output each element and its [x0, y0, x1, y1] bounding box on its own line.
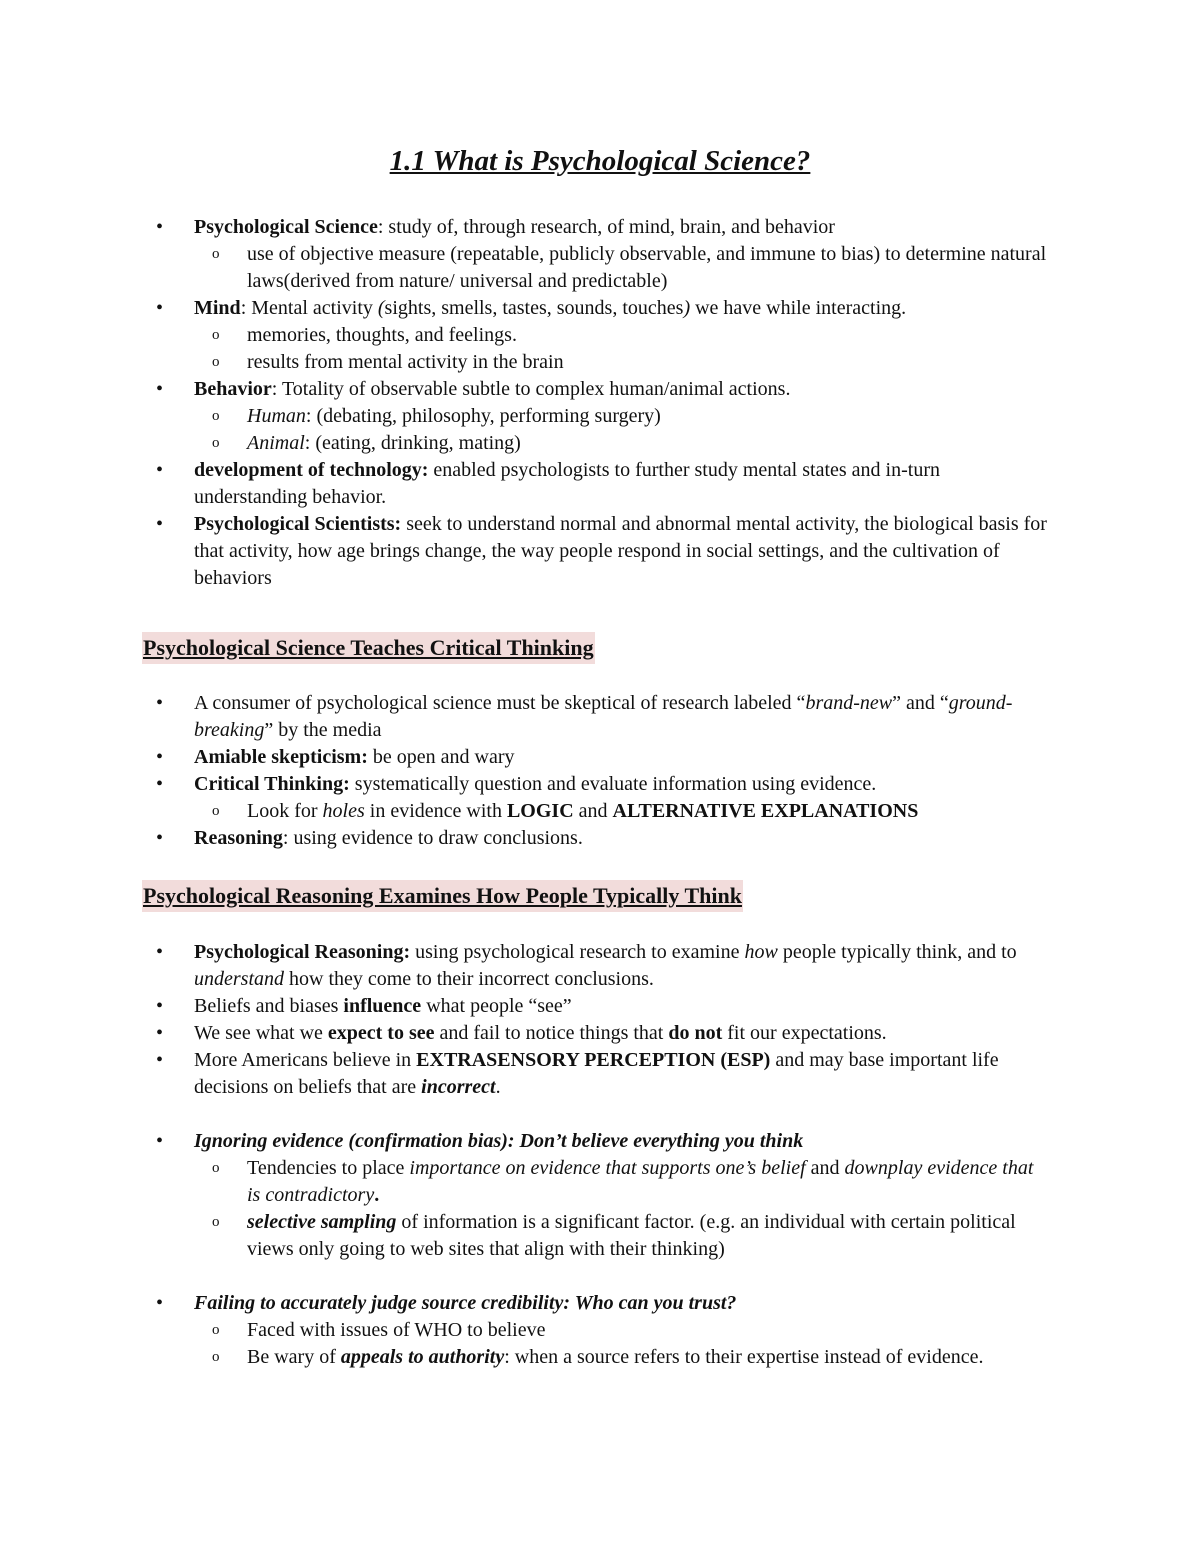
list-item	[0, 1020, 1050, 1047]
item-text: : Mental activity	[240, 297, 378, 319]
sub-list-item	[0, 1344, 1050, 1371]
circle-bullet-icon: o	[212, 1160, 220, 1176]
item-text: : (eating, drinking, mating)	[304, 432, 521, 454]
strong: .	[374, 1184, 380, 1206]
list-item	[0, 771, 1050, 825]
strong: influence	[343, 995, 422, 1017]
item-text: of information is a significant factor. (e.g. an individual with certain political views only going to web sites that align with their thinking)	[247, 1211, 1016, 1260]
term: development of technology:	[194, 459, 429, 481]
term: Behavior	[194, 378, 272, 400]
strong: ALTERNATIVE EXPLANATIONS	[612, 800, 919, 822]
term: Reasoning	[194, 827, 283, 849]
item-text: : (debating, philosophy, performing surgery)	[305, 405, 661, 427]
sub-list-item	[0, 322, 1050, 349]
bullet-icon: •	[156, 459, 164, 481]
bullet-icon: •	[156, 995, 164, 1017]
page-title: 1.1 What is Psychological Science?	[389, 145, 811, 177]
circle-bullet-icon: o	[212, 803, 220, 819]
strong-emphasis: incorrect	[421, 1076, 496, 1098]
term: Mind	[194, 297, 241, 319]
circle-bullet-icon: o	[212, 408, 220, 424]
item-text: .	[495, 1076, 501, 1098]
emphasis: brand-new	[805, 692, 893, 714]
item-heading: Failing to accurately judge source credibility: Who can you trust?	[194, 1292, 737, 1314]
term: Psychological Scientists:	[194, 513, 402, 535]
list-item	[0, 1290, 1050, 1371]
bullet-icon: •	[156, 773, 164, 795]
item-text: ” and “	[892, 692, 949, 714]
item-text: seek to understand normal and abnormal mental activity, the biological basis for that activity, how age brings change, the way people respond in social settings, and the cultivation of behaviors	[194, 513, 1047, 589]
emphasis: understand	[194, 968, 284, 990]
item-text: Tendencies to place	[247, 1157, 410, 1179]
term: Critical Thinking:	[194, 773, 350, 795]
strong-emphasis: selective sampling	[247, 1211, 397, 1233]
sub-list-item	[0, 798, 1050, 825]
item-text: and	[573, 800, 613, 822]
item-text: be open and wary	[367, 746, 515, 768]
bullet-icon: •	[156, 216, 164, 238]
item-text: : when a source refers to their expertise instead of evidence.	[504, 1346, 984, 1368]
list-item	[0, 744, 1050, 771]
sub-list-item	[0, 1317, 1050, 1344]
item-text: ” by the media	[264, 719, 382, 741]
list-item	[0, 295, 1050, 376]
item-text: Be wary of	[247, 1346, 341, 1368]
bullet-icon: •	[156, 827, 164, 849]
circle-bullet-icon: o	[212, 354, 220, 370]
reasoning-list	[0, 939, 1200, 1101]
paren: )	[683, 297, 691, 319]
list-item	[0, 939, 1050, 993]
bullet-icon: •	[156, 297, 164, 319]
item-text: enabled psychologists to further study mental states and in-turn understanding behavior.	[194, 459, 940, 508]
item-text: and	[805, 1157, 845, 1179]
sub-list-item	[0, 1155, 1050, 1209]
emphasis: downplay evidence that is contradictory	[247, 1157, 1034, 1206]
sub-list-item	[0, 241, 1050, 295]
list-item	[0, 511, 1050, 592]
bullet-icon: •	[156, 692, 164, 714]
item-text: More Americans believe in	[194, 1049, 417, 1071]
bullet-icon: •	[156, 1130, 164, 1152]
strong-emphasis: appeals to authority	[340, 1346, 505, 1368]
bullet-icon: •	[156, 1292, 164, 1314]
item-text: what people “see”	[421, 995, 572, 1017]
item-text: how they come to their incorrect conclusions.	[284, 968, 654, 990]
item-text: use of objective measure (repeatable, publicly observable, and immune to bias) to determine natural laws(derived from nature/ universal and predictable)	[247, 243, 1047, 292]
definitions-list	[0, 214, 1200, 592]
circle-bullet-icon: o	[212, 1214, 220, 1230]
item-text: sights, smells, tastes, sounds, touches	[384, 297, 684, 319]
sub-list-item	[0, 349, 1050, 376]
circle-bullet-icon: o	[212, 435, 220, 451]
source-credibility-list	[0, 1290, 1200, 1371]
strong: do not	[668, 1022, 723, 1044]
sub-list-item	[0, 1209, 1050, 1263]
term: Psychological Reasoning:	[194, 941, 411, 963]
paren: (	[377, 297, 385, 319]
item-text: and fail to notice things that	[434, 1022, 669, 1044]
bullet-icon: •	[156, 1022, 164, 1044]
list-item	[0, 376, 1050, 457]
section-heading-psychological-reasoning: Psychological Reasoning Examines How People Typically Think	[142, 880, 743, 912]
emphasis: ground-breaking	[194, 692, 1013, 741]
list-item	[0, 825, 1050, 852]
item-heading: Ignoring evidence (confirmation bias): Don’t believe everything you think	[194, 1130, 804, 1152]
item-text: Faced with issues of WHO to believe	[247, 1319, 546, 1341]
list-item	[0, 1128, 1050, 1263]
item-text: results from mental activity in the brain	[247, 351, 564, 373]
emphasis: holes	[322, 800, 365, 822]
bullet-icon: •	[156, 513, 164, 535]
term: Human	[247, 405, 306, 427]
item-text: : Totality of observable subtle to complex human/animal actions.	[271, 378, 791, 400]
strong: EXTRASENSORY PERCEPTION (ESP)	[416, 1049, 771, 1071]
bullet-icon: •	[156, 941, 164, 963]
item-text: systematically question and evaluate information using evidence.	[349, 773, 877, 795]
circle-bullet-icon: o	[212, 246, 220, 262]
item-text: fit our expectations.	[722, 1022, 887, 1044]
item-text: A consumer of psychological science must be skeptical of research labeled “	[194, 692, 806, 714]
list-item	[0, 993, 1050, 1020]
emphasis: how	[744, 941, 778, 963]
circle-bullet-icon: o	[212, 1322, 220, 1338]
list-item	[0, 690, 1050, 744]
circle-bullet-icon: o	[212, 327, 220, 343]
item-text: : study of, through research, of mind, brain, and behavior	[377, 216, 835, 238]
item-text: people typically think, and to	[777, 941, 1017, 963]
term: Amiable skepticism:	[194, 746, 368, 768]
critical-thinking-list	[0, 690, 1200, 852]
strong: expect to see	[327, 1022, 435, 1044]
item-text: in evidence with	[364, 800, 507, 822]
term: Psychological Science	[194, 216, 378, 238]
bullet-icon: •	[156, 1049, 164, 1071]
item-text: and may base important life decisions on beliefs that are	[194, 1049, 999, 1098]
item-text: memories, thoughts, and feelings.	[247, 324, 517, 346]
item-text: Look for	[247, 800, 323, 822]
term: Animal	[247, 432, 305, 454]
section-heading-critical-thinking: Psychological Science Teaches Critical Thinking	[142, 632, 595, 664]
item-text: We see what we	[194, 1022, 328, 1044]
confirmation-bias-list	[0, 1128, 1200, 1263]
sub-list-item	[0, 430, 1050, 457]
list-item	[0, 1047, 1050, 1101]
bullet-icon: •	[156, 746, 164, 768]
item-text: using psychological research to examine	[410, 941, 745, 963]
bullet-icon: •	[156, 378, 164, 400]
emphasis: importance on evidence that supports one’s belief	[409, 1157, 806, 1179]
item-text: : using evidence to draw conclusions.	[282, 827, 583, 849]
strong: LOGIC	[506, 800, 574, 822]
list-item	[0, 457, 1050, 511]
item-text: Beliefs and biases	[194, 995, 344, 1017]
sub-list-item	[0, 403, 1050, 430]
list-item	[0, 214, 1050, 295]
item-text: we have while interacting.	[690, 297, 907, 319]
circle-bullet-icon: o	[212, 1349, 220, 1365]
